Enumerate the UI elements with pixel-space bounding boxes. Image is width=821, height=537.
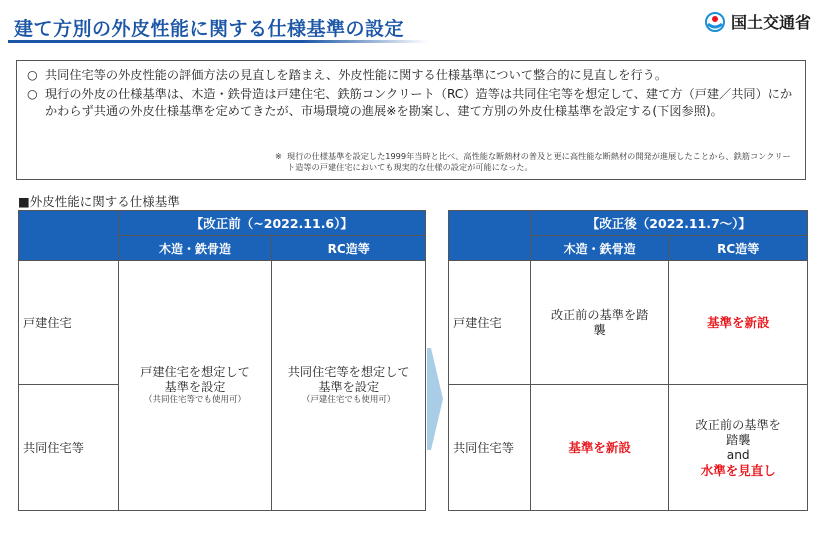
- new-standard-label: 基準を新設: [568, 439, 631, 455]
- cell-multi-wood: [530, 385, 669, 511]
- footnote-mark: ※: [275, 151, 282, 161]
- cell-main-text: 共同住宅等を想定して基準を設定: [287, 365, 410, 394]
- cell-multi-rc: [669, 385, 808, 511]
- cell-text: 改正前の基準を踏襲: [550, 307, 649, 337]
- table-corner: [19, 211, 119, 261]
- row-label-detached: 戸建住宅: [19, 261, 119, 385]
- summary-item: [27, 86, 795, 120]
- cell-main-text: 戸建住宅を想定して基準を設定: [140, 365, 250, 394]
- cell-text-line: 踏襲: [726, 432, 751, 447]
- before-table-header: 【改正前（~2022.11.6）】: [118, 211, 425, 236]
- row-label-detached: 戸建住宅: [449, 261, 531, 385]
- row-label-multi: 共同住宅等: [19, 385, 119, 511]
- cell-detached-wood: [530, 261, 669, 385]
- before-table: [18, 210, 426, 511]
- column-header-rc: RC造等: [669, 236, 808, 261]
- column-header-rc: RC造等: [272, 236, 426, 261]
- cell-detached-rc: [669, 261, 808, 385]
- mlit-logo-icon: [705, 12, 725, 32]
- cell-rc-standard: [272, 261, 426, 511]
- page-title: 建て方別の外皮性能に関する仕様基準の設定: [14, 18, 405, 40]
- column-header-wood: 木造・鉄骨造: [118, 236, 272, 261]
- summary-box: [16, 60, 806, 180]
- new-standard-label: 基準を新設: [706, 314, 770, 330]
- after-table: [448, 210, 808, 511]
- bullet-icon: ○: [27, 87, 38, 101]
- row-label-multi: 共同住宅等: [449, 385, 531, 511]
- after-table-header: 【改正後（2022.11.7～）】: [530, 211, 807, 236]
- ministry-name: 国土交通省: [730, 13, 811, 32]
- cell-sub-text: （戸建住宅でも使用可）: [301, 395, 396, 405]
- footnote-text: 現行の仕様基準を設定した1999年当時と比べ、高性能な断熱材の普及と更に高性能な断熱材の開発が進展したことから、鉄筋コンクリート造等の戸建住宅においても現実的な仕様の設定が可能になった。: [287, 151, 791, 172]
- table-corner: [449, 211, 531, 261]
- summary-text: 共同住宅等の外皮性能の評価方法の見直しを踏まえ、外皮性能に関する仕様基準について整合的に見直しを行う。: [45, 68, 668, 82]
- cell-sub-text: （共同住宅等でも使用可）: [144, 395, 247, 405]
- footnote: [275, 151, 795, 173]
- summary-item: [27, 67, 795, 84]
- section-label: ■外皮性能に関する仕様基準: [18, 194, 180, 209]
- cell-wood-standard: [118, 261, 272, 511]
- summary-text: 現行の外皮の仕様基準は、木造・鉄骨造は戸建住宅、鉄筋コンクリート（RC）造等は共同住宅等を想定して、建て方（戸建／共同）にかかわらず共通の外皮仕様基準を定めてきたが、市場環境の進展※を勘案し、建て方別の外皮仕様基準を設定する(下図参照)。: [45, 87, 793, 118]
- bullet-icon: ○: [27, 68, 38, 82]
- ministry-brand: [705, 10, 811, 33]
- revised-level-label: 水準を見直し: [700, 462, 776, 478]
- transition-arrow-icon: [427, 348, 443, 450]
- cell-text-line: 改正前の基準を: [695, 417, 781, 432]
- title-underline: [8, 40, 428, 43]
- cell-text-line: and: [726, 447, 750, 462]
- column-header-wood: 木造・鉄骨造: [530, 236, 669, 261]
